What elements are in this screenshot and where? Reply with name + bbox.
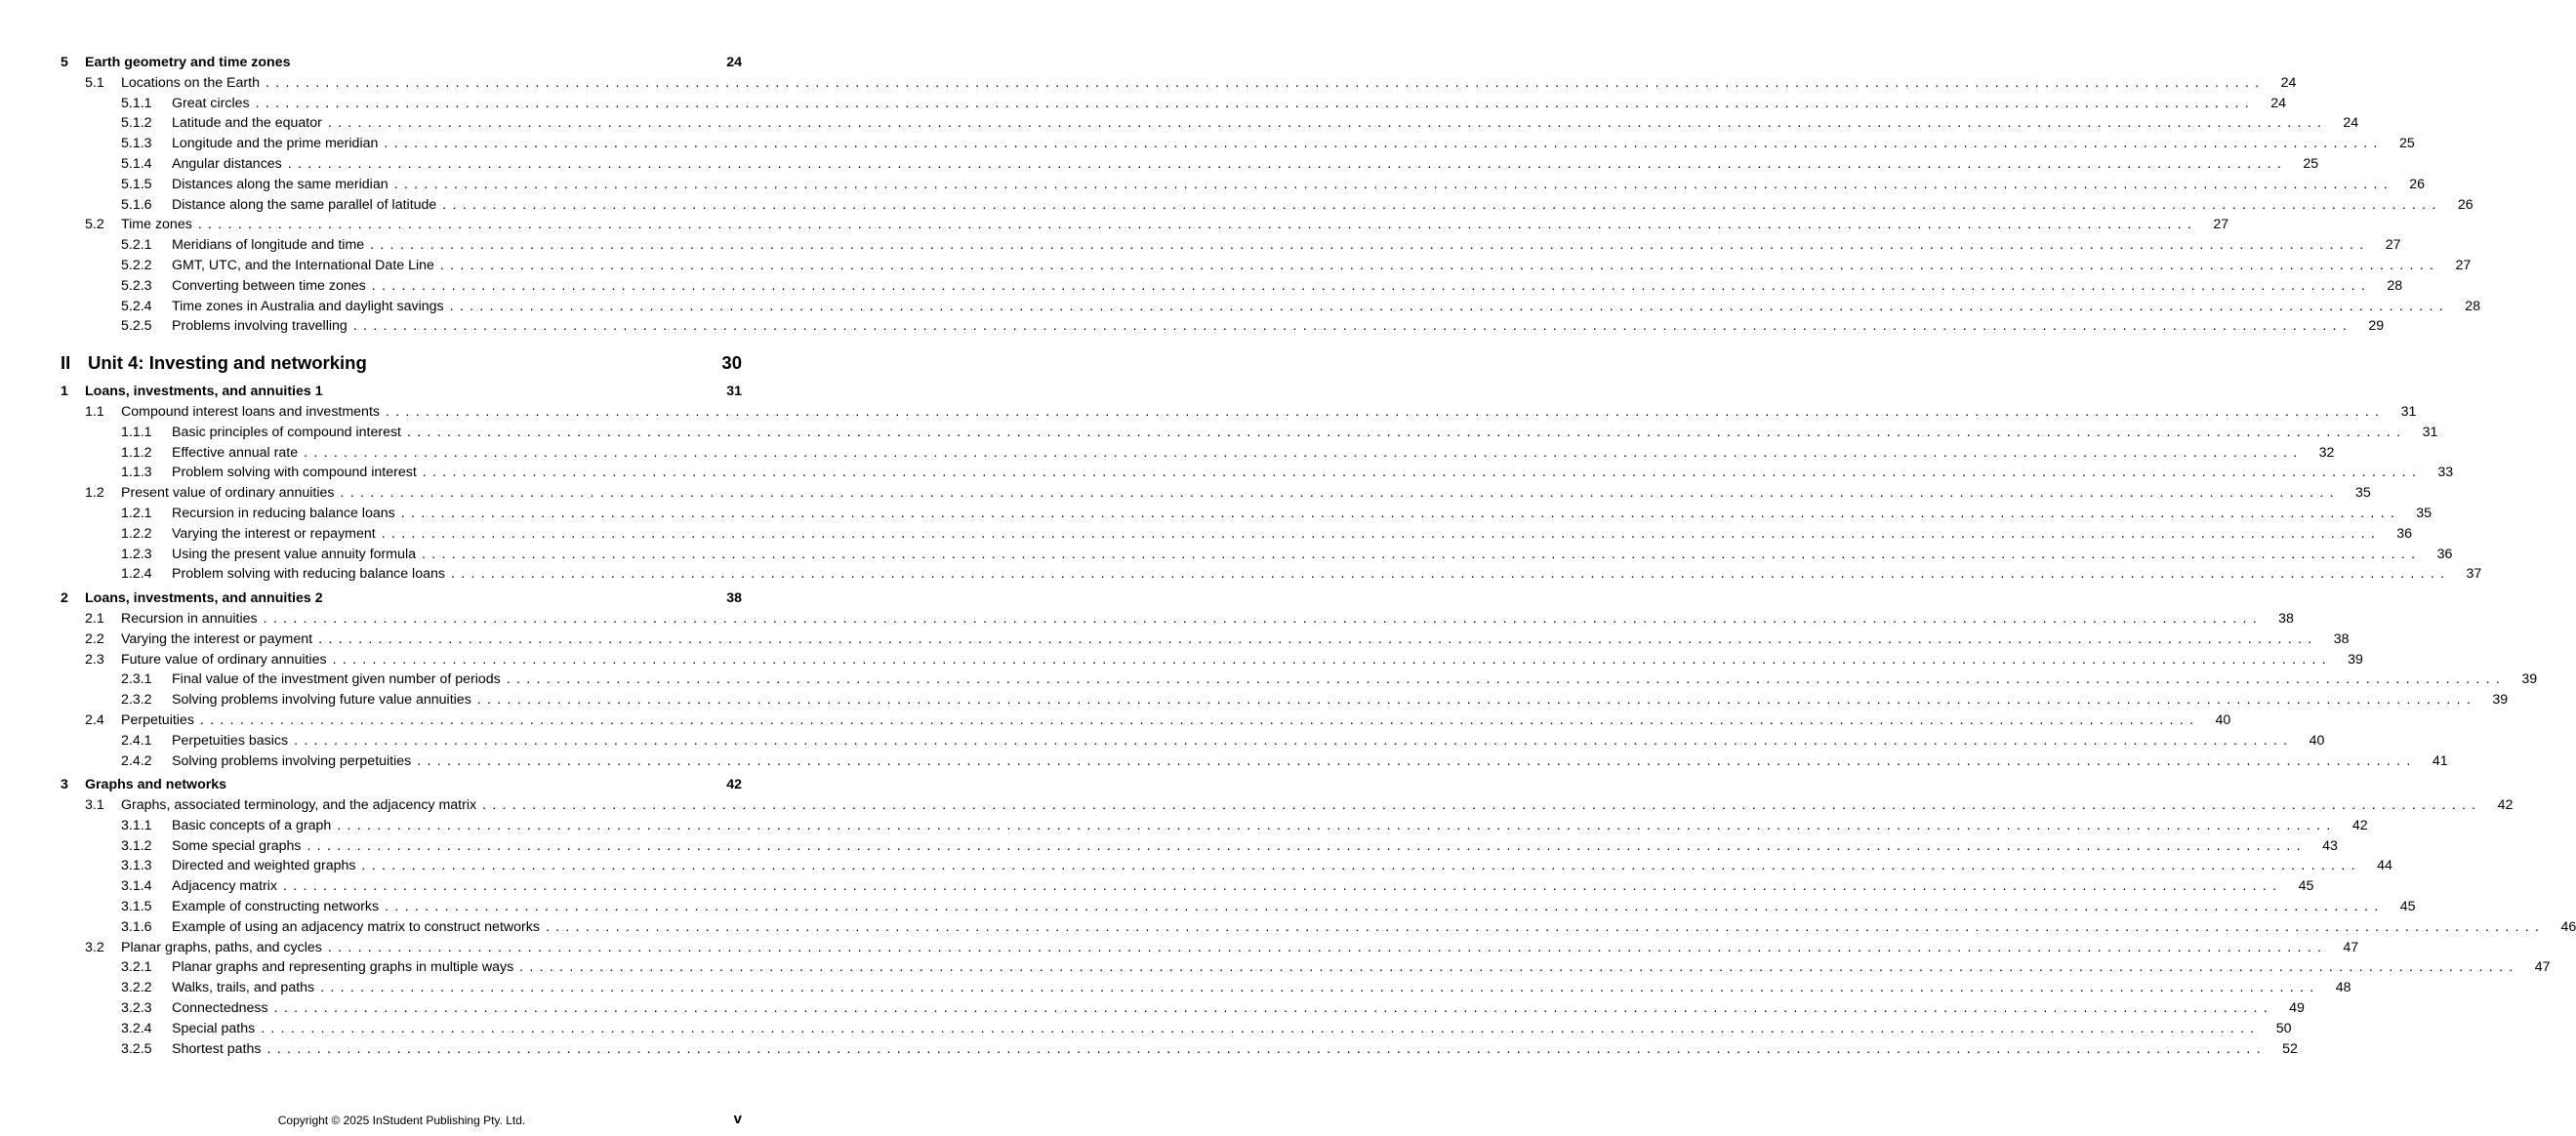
- toc-entry-title: Perpetuities basics: [172, 732, 289, 749]
- toc-entry-number: 2.3.2: [121, 692, 152, 709]
- toc-entry-sub[interactable]: [61, 276, 2403, 297]
- toc-entry-title: Problem solving with reducing balance loans: [172, 566, 445, 583]
- toc-entry-number: 5.1.5: [121, 176, 152, 192]
- toc-entry-number: 2.1: [85, 610, 104, 627]
- toc-entry-sub[interactable]: [61, 816, 2368, 836]
- toc-entry-page: 35: [2416, 505, 2433, 521]
- dot-leader: ........................................................................................................................................................................................................: [307, 837, 2307, 854]
- toc-entry-sec[interactable]: [61, 650, 2363, 670]
- toc-entry-title: Locations on the Earth: [121, 74, 260, 91]
- dot-leader: ........................................................................................................................................................................................................: [327, 115, 2328, 132]
- toc-entry-page: 36: [2396, 525, 2413, 542]
- table-of-contents: [61, 53, 2576, 1059]
- toc-entry-part[interactable]: [61, 346, 742, 380]
- toc-entry-title: Latitude and the equator: [172, 115, 322, 132]
- toc-entry-page: 45: [2399, 899, 2416, 915]
- toc-entry-title: Walks, trails, and paths: [172, 980, 315, 996]
- toc-entry-title: Solving problems involving perpetuities: [172, 752, 412, 769]
- toc-entry-title: Example of constructing networks: [172, 899, 380, 915]
- toc-entry-page: 38: [2333, 630, 2350, 647]
- toc-entry-sub[interactable]: [61, 1019, 2292, 1039]
- toc-entry-sub[interactable]: [61, 669, 2538, 690]
- toc-entry-sub[interactable]: [61, 235, 2401, 256]
- toc-entry-page: 43: [2322, 837, 2338, 854]
- toc-entry-page: 27: [2455, 257, 2472, 273]
- dot-leader: ........................................................................................................................................................................................................: [337, 817, 2337, 833]
- toc-entry-number: 5.1.3: [121, 136, 152, 152]
- toc-entry-page: 45: [2298, 878, 2314, 895]
- toc-entry-page: 26: [2457, 196, 2474, 213]
- toc-entry-number: 2.2: [85, 630, 104, 647]
- dot-leader: ........................................................................................................................................................................................................: [263, 610, 2263, 627]
- toc-entry-page: 30: [721, 352, 742, 374]
- toc-entry-title: Some special graphs: [172, 837, 302, 854]
- toc-entry-number: 3.1.2: [121, 837, 152, 854]
- toc-entry-title: Recursion in annuities: [121, 610, 258, 627]
- toc-entry-title: Varying the interest or repayment: [172, 525, 376, 542]
- dot-leader: ........................................................................................................................................................................................................: [417, 752, 2417, 769]
- toc-entry-sub[interactable]: [61, 856, 2392, 876]
- toc-entry-title: Solving problems involving future value annuities: [172, 692, 471, 709]
- dot-leader: ........................................................................................................................................................................................................: [283, 878, 2283, 895]
- toc-entry-sub[interactable]: [61, 134, 2415, 154]
- toc-entry-sub[interactable]: [61, 297, 2481, 317]
- toc-entry-sub[interactable]: [61, 1039, 2298, 1060]
- toc-entry-page: 39: [2348, 651, 2363, 668]
- toc-entry-title: Example of using an adjacency matrix to construct networks: [172, 918, 540, 935]
- toc-entry-number: 3.2.2: [121, 980, 152, 996]
- toc-entry-sub[interactable]: [61, 751, 2448, 772]
- dot-leader: ........................................................................................................................................................................................................: [332, 651, 2332, 668]
- toc-entry-page: 37: [2466, 566, 2482, 583]
- toc-entry-sub[interactable]: [61, 423, 2438, 443]
- toc-entry-sec[interactable]: [61, 629, 2350, 650]
- toc-entry-page: 47: [2343, 939, 2359, 955]
- toc-entry-title: Directed and weighted graphs: [172, 858, 356, 874]
- toc-entry-sub[interactable]: [61, 175, 2425, 195]
- toc-entry-number: 5.1.4: [121, 155, 152, 172]
- toc-entry-number: 5.2.2: [121, 257, 152, 273]
- dot-leader: ........................................................................................................................................................................................................: [327, 939, 2328, 955]
- toc-entry-number: 3.1.6: [121, 918, 152, 935]
- toc-entry-page: 39: [2492, 692, 2509, 709]
- dot-leader: ........................................................................................................................................................................................................: [287, 155, 2288, 172]
- toc-entry-sec[interactable]: [61, 710, 2231, 731]
- toc-entry-sec[interactable]: [61, 483, 2371, 504]
- copyright-footer: Copyright © 2025 InStudent Publishing Pty. Ltd.: [277, 1114, 526, 1127]
- toc-entry-title: Basic principles of compound interest: [172, 424, 402, 440]
- toc-entry-number: 1.2.3: [121, 546, 152, 562]
- dot-leader: ........................................................................................................................................................................................................: [545, 918, 2546, 935]
- toc-entry-page: 29: [2368, 318, 2385, 335]
- dot-leader: ........................................................................................................................................................................................................: [442, 196, 2442, 213]
- toc-entry-number: 1.1.2: [121, 444, 152, 461]
- toc-entry-title: Converting between time zones: [172, 277, 366, 294]
- toc-entry-number: 2.4.2: [121, 752, 152, 769]
- dot-leader: ........................................................................................................................................................................................................: [255, 95, 2255, 111]
- toc-entry-sec[interactable]: [61, 215, 2229, 235]
- toc-entry-number: 1.2: [85, 485, 104, 502]
- toc-entry-page: 32: [2318, 444, 2335, 461]
- dot-leader: ........................................................................................................................................................................................................: [294, 732, 2294, 749]
- toc-entry-sec[interactable]: [61, 402, 2417, 423]
- toc-entry-sec[interactable]: [61, 609, 2294, 629]
- toc-entry-sub[interactable]: [61, 897, 2416, 917]
- dot-leader: ........................................................................................................................................................................................................: [384, 136, 2384, 152]
- toc-entry-title: Problems involving travelling: [172, 318, 348, 335]
- toc-entry-page: 24: [726, 55, 742, 70]
- toc-entry-number: 1: [61, 384, 68, 400]
- toc-entry-number: 5.2: [85, 217, 104, 233]
- toc-entry-number: 2.4: [85, 711, 104, 728]
- toc-entry-sub[interactable]: [61, 524, 2413, 545]
- toc-entry-title: GMT, UTC, and the International Date Line: [172, 257, 434, 273]
- toc-entry-number: 5.2.3: [121, 277, 152, 294]
- dot-leader: ........................................................................................................................................................................................................: [340, 485, 2340, 502]
- dot-leader: ........................................................................................................................................................................................................: [519, 959, 2519, 976]
- toc-entry-number: 5.2.5: [121, 318, 152, 335]
- toc-entry-sub[interactable]: [61, 917, 2576, 938]
- toc-entry-sub[interactable]: [61, 113, 2359, 134]
- toc-entry-title: Loans, investments, and annuities 1: [85, 384, 323, 400]
- toc-entry-page: 31: [2422, 424, 2438, 440]
- toc-entry-title: Problem solving with compound interest: [172, 465, 417, 481]
- dot-leader: ........................................................................................................................................................................................................: [422, 546, 2422, 562]
- toc-entry-sub[interactable]: [61, 731, 2325, 751]
- toc-entry-page: 49: [2289, 1000, 2305, 1017]
- toc-entry-title: Perpetuities: [121, 711, 194, 728]
- toc-entry-page: 42: [726, 777, 742, 793]
- toc-entry-number: 3.1.4: [121, 878, 152, 895]
- toc-entry-page: 42: [2497, 797, 2514, 814]
- toc-entry-title: Varying the interest or payment: [121, 630, 313, 647]
- toc-entry-number: 3.1: [85, 797, 104, 814]
- toc-entry-title: Distance along the same parallel of latitude: [172, 196, 437, 213]
- toc-entry-title: Longitude and the prime meridian: [172, 136, 379, 152]
- dot-leader: ........................................................................................................................................................................................................: [439, 257, 2440, 273]
- toc-entry-title: Effective annual rate: [172, 444, 299, 461]
- toc-entry-title: Connectedness: [172, 1000, 268, 1017]
- page-number: v: [733, 1111, 742, 1127]
- toc-entry-page: 28: [2387, 277, 2403, 294]
- toc-entry-number: 1.1: [85, 403, 104, 420]
- toc-entry-page: 40: [2215, 711, 2231, 728]
- toc-entry-sub[interactable]: [61, 876, 2314, 897]
- dot-leader: ........................................................................................................................................................................................................: [371, 277, 2372, 294]
- toc-entry-sec[interactable]: [61, 73, 2297, 94]
- toc-entry-title: Earth geometry and time zones: [85, 55, 291, 70]
- dot-leader: ........................................................................................................................................................................................................: [370, 237, 2370, 254]
- toc-entry-title: Future value of ordinary annuities: [121, 651, 327, 668]
- dot-leader: ........................................................................................................................................................................................................: [273, 1000, 2273, 1017]
- toc-entry-title: Time zones in Australia and daylight savings: [172, 298, 444, 314]
- toc-entry-page: 24: [2270, 95, 2286, 111]
- toc-entry-chap[interactable]: [61, 53, 742, 73]
- toc-entry-page: 24: [2343, 115, 2359, 132]
- toc-entry-chap[interactable]: [61, 588, 742, 609]
- toc-entry-number: 5.1.6: [121, 196, 152, 213]
- toc-entry-number: 1.2.1: [121, 505, 152, 521]
- toc-entry-page: 33: [2437, 465, 2454, 481]
- toc-entry-page: 47: [2534, 959, 2551, 976]
- toc-entry-title: Using the present value annuity formula: [172, 546, 416, 562]
- toc-entry-title: Planar graphs and representing graphs in multiple ways: [172, 959, 514, 976]
- toc-entry-title: Graphs, associated terminology, and the adjacency matrix: [121, 797, 477, 814]
- dot-leader: ........................................................................................................................................................................................................: [381, 525, 2382, 542]
- dot-leader: ........................................................................................................................................................................................................: [385, 899, 2385, 915]
- dot-leader: ........................................................................................................................................................................................................: [304, 444, 2304, 461]
- toc-entry-page: 36: [2436, 546, 2453, 562]
- toc-entry-number: 3.2.3: [121, 1000, 152, 1017]
- toc-entry-page: 46: [2560, 918, 2576, 935]
- toc-entry-number: 3.2.5: [121, 1040, 152, 1057]
- dot-leader: ........................................................................................................................................................................................................: [449, 298, 2450, 314]
- toc-entry-title: Adjacency matrix: [172, 878, 278, 895]
- toc-entry-sec[interactable]: [61, 795, 2514, 816]
- toc-entry-title: Time zones: [121, 217, 192, 233]
- toc-entry-page: 50: [2275, 1020, 2292, 1036]
- toc-entry-chap[interactable]: [61, 775, 742, 795]
- toc-entry-number: 1.2.2: [121, 525, 152, 542]
- toc-entry-page: 42: [2351, 817, 2368, 833]
- toc-entry-title: Present value of ordinary annuities: [121, 485, 335, 502]
- toc-entry-title: Loans, investments, and annuities 2: [85, 590, 323, 607]
- toc-entry-sub[interactable]: [61, 545, 2453, 565]
- dot-leader: ........................................................................................................................................................................................................: [393, 176, 2393, 192]
- toc-entry-title: Compound interest loans and investments: [121, 403, 380, 420]
- toc-entry-title: Angular distances: [172, 155, 282, 172]
- toc-entry-sub[interactable]: [61, 564, 2482, 585]
- toc-entry-number: 2.3: [85, 651, 104, 668]
- dot-leader: ........................................................................................................................................................................................................: [199, 711, 2200, 728]
- dot-leader: ........................................................................................................................................................................................................: [261, 1020, 2261, 1036]
- toc-entry-sub[interactable]: [61, 94, 2286, 114]
- toc-entry-sub[interactable]: [61, 463, 2454, 483]
- dot-leader: ........................................................................................................................................................................................................: [266, 1040, 2267, 1057]
- toc-entry-sub[interactable]: [61, 957, 2551, 978]
- toc-entry-page: 28: [2465, 298, 2481, 314]
- toc-entry-page: 26: [2409, 176, 2425, 192]
- toc-entry-page: 27: [2213, 217, 2229, 233]
- toc-entry-sub[interactable]: [61, 256, 2472, 276]
- dot-leader: ........................................................................................................................................................................................................: [407, 424, 2407, 440]
- toc-entry-page: 24: [2280, 74, 2297, 91]
- toc-entry-sub[interactable]: [61, 316, 2385, 337]
- toc-entry-title: Unit 4: Investing and networking: [88, 352, 367, 374]
- toc-entry-page: 31: [726, 384, 742, 400]
- toc-entry-number: II: [61, 352, 71, 374]
- toc-entry-title: Basic concepts of a graph: [172, 817, 332, 833]
- dot-leader: ........................................................................................................................................................................................................: [476, 692, 2477, 709]
- toc-entry-sub[interactable]: [61, 154, 2319, 175]
- toc-entry-number: 3.2.4: [121, 1020, 152, 1036]
- toc-entry-page: 35: [2355, 485, 2371, 502]
- dot-leader: ........................................................................................................................................................................................................: [352, 318, 2353, 335]
- toc-entry-number: 5.1.2: [121, 115, 152, 132]
- toc-entry-title: Shortest paths: [172, 1040, 262, 1057]
- toc-entry-sub[interactable]: [61, 998, 2305, 1019]
- toc-entry-page: 48: [2335, 980, 2351, 996]
- toc-entry-number: 1.1.1: [121, 424, 152, 440]
- toc-entry-page: 38: [726, 590, 742, 607]
- toc-entry-number: 3.2: [85, 939, 104, 955]
- toc-entry-page: 25: [2303, 155, 2319, 172]
- toc-entry-number: 3.2.1: [121, 959, 152, 976]
- dot-leader: ........................................................................................................................................................................................................: [197, 217, 2198, 233]
- dot-leader: ........................................................................................................................................................................................................: [320, 980, 2320, 996]
- toc-entry-sub[interactable]: [61, 836, 2338, 857]
- toc-entry-title: Special paths: [172, 1020, 256, 1036]
- toc-entry-number: 3.1.1: [121, 817, 152, 833]
- toc-entry-number: 3: [61, 777, 68, 793]
- toc-entry-title: Final value of the investment given number of periods: [172, 671, 501, 688]
- toc-entry-title: Graphs and networks: [85, 777, 227, 793]
- toc-entry-page: 27: [2385, 237, 2401, 254]
- toc-entry-sub[interactable]: [61, 978, 2351, 998]
- toc-entry-chap[interactable]: [61, 382, 742, 402]
- toc-entry-title: Recursion in reducing balance loans: [172, 505, 395, 521]
- toc-entry-page: 44: [2377, 858, 2392, 874]
- toc-entry-number: 5.1.1: [121, 95, 152, 111]
- toc-entry-page: 31: [2400, 403, 2417, 420]
- toc-entry-number: 5: [61, 55, 68, 70]
- toc-entry-page: 41: [2432, 752, 2448, 769]
- dot-leader: ........................................................................................................................................................................................................: [385, 403, 2386, 420]
- dot-leader: ........................................................................................................................................................................................................: [318, 630, 2318, 647]
- toc-entry-sec[interactable]: [61, 938, 2359, 958]
- toc-entry-number: 2: [61, 590, 68, 607]
- dot-leader: ........................................................................................................................................................................................................: [450, 566, 2451, 583]
- toc-entry-sub[interactable]: [61, 195, 2474, 216]
- toc-entry-title: Planar graphs, paths, and cycles: [121, 939, 322, 955]
- toc-entry-number: 3.1.5: [121, 899, 152, 915]
- toc-entry-title: Distances along the same meridian: [172, 176, 388, 192]
- toc-entry-page: 25: [2398, 136, 2415, 152]
- toc-entry-title: Meridians of longitude and time: [172, 237, 365, 254]
- toc-entry-number: 2.3.1: [121, 671, 152, 688]
- toc-entry-page: 52: [2282, 1040, 2298, 1057]
- dot-leader: ........................................................................................................................................................................................................: [422, 465, 2423, 481]
- toc-entry-page: 40: [2309, 732, 2325, 749]
- toc-entry-number: 1.1.3: [121, 465, 152, 481]
- toc-entry-sub[interactable]: [61, 504, 2433, 524]
- toc-entry-number: 5.2.1: [121, 237, 152, 254]
- toc-entry-page: 38: [2278, 610, 2294, 627]
- toc-entry-number: 1.2.4: [121, 566, 152, 583]
- toc-entry-number: 5.2.4: [121, 298, 152, 314]
- dot-leader: ........................................................................................................................................................................................................: [400, 505, 2401, 521]
- toc-entry-number: 5.1: [85, 74, 104, 91]
- toc-entry-sub[interactable]: [61, 690, 2509, 710]
- toc-entry-number: 2.4.1: [121, 732, 152, 749]
- toc-entry-number: 3.1.3: [121, 858, 152, 874]
- toc-entry-page: 39: [2521, 671, 2538, 688]
- dot-leader: ........................................................................................................................................................................................................: [482, 797, 2482, 814]
- dot-leader: ........................................................................................................................................................................................................: [506, 671, 2507, 688]
- dot-leader: ........................................................................................................................................................................................................: [361, 858, 2361, 874]
- toc-entry-sub[interactable]: [61, 443, 2335, 464]
- dot-leader: ........................................................................................................................................................................................................: [265, 74, 2266, 91]
- toc-entry-title: Great circles: [172, 95, 250, 111]
